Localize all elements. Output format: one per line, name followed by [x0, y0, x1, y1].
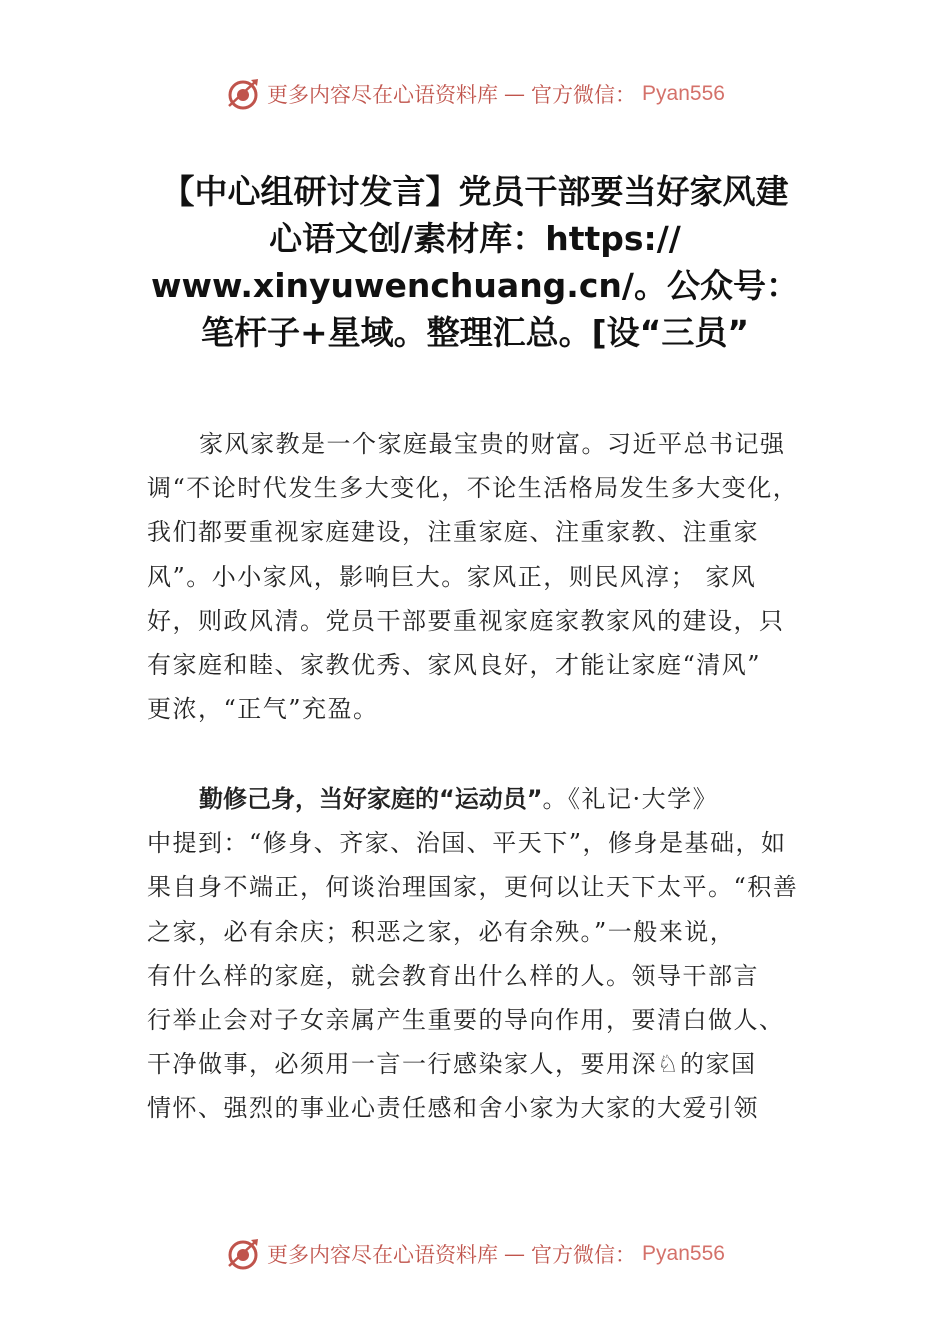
text-line: 中提到：“修身、齐家、治国、平天下”，修身是基础，如 — [147, 829, 787, 858]
text-line: 有什么样的家庭，就会教育出什么样的人。领导干部言 — [147, 961, 759, 990]
banner-separator: — — [504, 1242, 526, 1266]
banner-wechat-code: Pyan556 — [642, 1242, 725, 1265]
text-line: 行举止会对子女亲属产生重要的导向作用，要清白做人、 — [147, 1005, 785, 1034]
brand-logo-icon — [225, 76, 261, 112]
text-line: 情怀、强烈的事业心责任感和舍小家为大家的大爱引领 — [147, 1094, 759, 1123]
header-banner — [0, 74, 950, 114]
text-line: 果自身不端正，何谈治理国家，更何以让天下太平。“积善 — [147, 873, 799, 902]
paragraph-intro — [147, 422, 847, 731]
text-line: 风”。小小家风，影响巨大。家风正，则民风淳； 家风 — [147, 562, 757, 591]
text-line: 更浓，“正气”充盈。 — [147, 695, 379, 724]
title-line: 心语文创/素材库：https:// — [269, 219, 681, 258]
text-line: 家风家教是一个家庭最宝贵的财富。习近平总书记强 — [199, 430, 786, 458]
text-line: 有家庭和睦、家教优秀、家风良好，才能让家庭“清风” — [147, 650, 762, 679]
banner-text: 更多内容尽在心语资料库 — [267, 1243, 499, 1267]
title-line: 笔杆子+星域。整理汇总。[设“三员” — [200, 313, 750, 352]
text-line — [147, 777, 847, 821]
title-line: www.xinyuwenchuang.cn/。公众号： — [151, 266, 799, 305]
text-line: 之家，必有余庆；积恶之家，必有余殃。”一般来说， — [147, 917, 736, 946]
banner-wechat-label: 官方微信： — [531, 1243, 637, 1267]
section-heading-rest: 。《礼记·大学》 — [542, 785, 719, 813]
text-line: 我们都要重视家庭建设，注重家庭、注重家教、注重家 — [147, 518, 759, 547]
banner-separator: — — [504, 82, 526, 106]
text-line: 干净做事，必须用一言一行感染家人，要用深♘的家国 — [147, 1050, 757, 1079]
text-line: 好，则政风清。党员干部要重视家庭家教家风的建设，只 — [147, 606, 785, 635]
banner-wechat-label: 官方微信： — [531, 83, 637, 107]
text-line: 调“不论时代发生多大变化，不论生活格局发生多大变化， — [147, 474, 799, 503]
brand-logo-icon — [225, 1236, 261, 1272]
footer-banner — [0, 1234, 950, 1274]
paragraph-section-one — [147, 777, 847, 1131]
document-title — [100, 168, 850, 356]
banner-wechat-code: Pyan556 — [642, 82, 725, 105]
section-heading: 勤修己身，当好家庭的“运动员” — [199, 785, 543, 813]
banner-text: 更多内容尽在心语资料库 — [267, 83, 499, 107]
title-line: 【中心组研讨发言】党员干部要当好家风建 — [161, 172, 789, 211]
